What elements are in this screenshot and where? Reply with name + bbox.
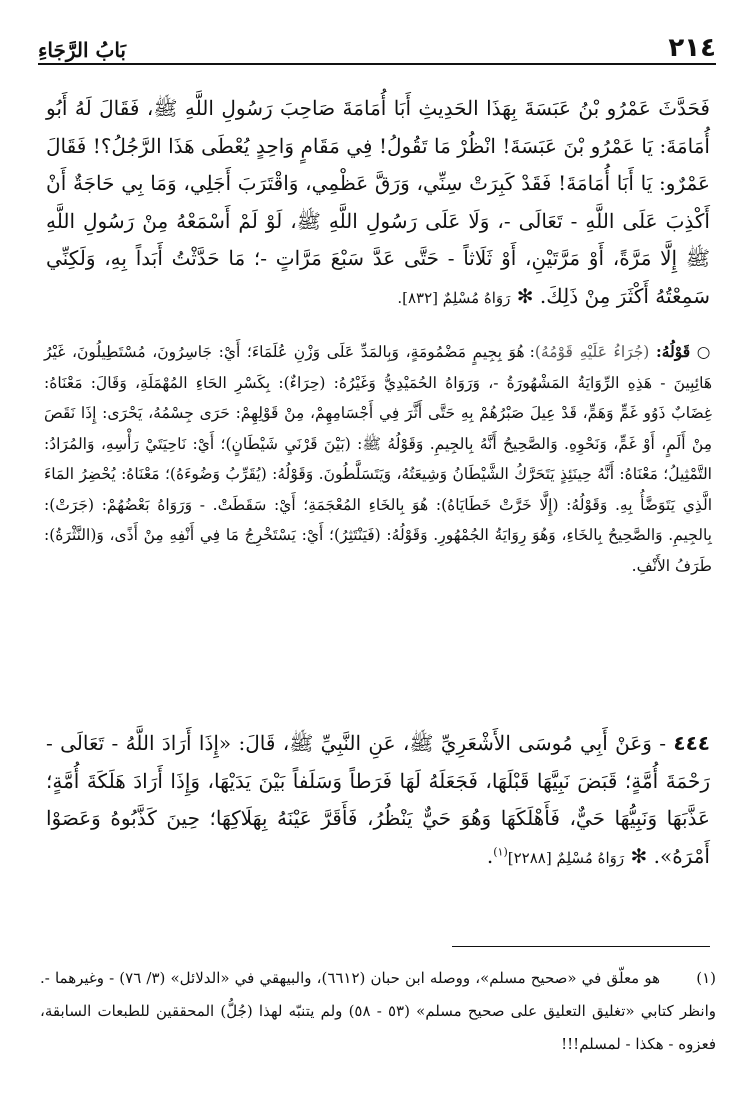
source-marker-icon: ✻	[630, 843, 648, 868]
paragraph-text: فَحَدَّثَ عَمْرُو بْنُ عَبَسَةَ بِهَذَا الحَدِيثِ أَبَا أُمَامَةَ صَاحِبَ رَسُولِ اللَّهِ ﷺ، فَقَالَ لَهُ أَبُو أُمَامَةَ: يَا عَمْرُو بْنَ عَبَسَةَ! انْظُرْ مَا تَقُولُ! فِي مَقَامٍ وَاحِدٍ يُعْطَى هَذَا الرَّجُلُ؟! فَقَالَ عَمْرٌو: يَا أَبَا أُمَامَةَ! فَقَدْ كَبِرَتْ سِنِّي، وَرَقَّ عَظْمِي، وَاقْتَرَبَ أَجَلِي، وَمَا بِي حَاجَةٌ أَنْ أَكْذِبَ عَلَى اللَّهِ - تَعَالَى -، وَلَا عَلَى رَسُولِ اللَّهِ ﷺ، لَوْ لَمْ أَسْمَعْهُ مِنْ رَسُولِ اللَّهِ ﷺ إِلَّا مَرَّةً، أَوْ مَرَّتَيْنِ، أَوْ ثَلَاثاً - حَتَّى عَدَّ سَبْعَ مَرَّاتٍ -؛ مَا حَدَّثْتُ أَبَداً بِهِ، وَلَكِنِّي سَمِعْتُهُ أَكْثَرَ مِنْ ذَلِكَ.	[46, 96, 710, 308]
bullet-icon: ○	[696, 343, 712, 361]
commentary-label: قَوْلُهُ:	[655, 342, 691, 361]
page-header	[38, 26, 716, 62]
footnote-item	[40, 962, 716, 1061]
footnote-reference: (١)	[493, 844, 508, 858]
hadith-continuation-paragraph	[46, 90, 710, 317]
running-title: بَابُ الرَّجَاءِ	[38, 38, 126, 62]
footnotes	[40, 962, 716, 1061]
hadith-source: رَوَاهُ مُسْلِمٌ [٢٢٨٨]	[507, 848, 625, 867]
end-mark: .	[486, 843, 494, 868]
commentary-quote: (جُرَاءُ عَلَيْهِ قَوْمُهُ)	[534, 343, 650, 361]
hadith-444-paragraph	[46, 725, 710, 877]
page-number: ٢١٤	[668, 33, 716, 63]
hadith-number: ٤٤٤	[673, 731, 710, 755]
hadith-source: رَوَاهُ مُسْلِمٌ [٨٣٢].	[397, 288, 511, 307]
footnote-number: (١)	[696, 969, 716, 987]
hadith-text: - وَعَنْ أَبِي مُوسَى الأَشْعَرِيِّ ﷺ، عَنِ النَّبِيِّ ﷺ، قَالَ: «إِذَا أَرَادَ اللَّهُ - تَعَالَى - رَحْمَةَ أُمَّةٍ؛ قَبَضَ نَبِيَّهَا قَبْلَهَا، فَجَعَلَهُ لَهَا فَرَطاً وَسَلَفاً بَيْنَ يَدَيْهَا، وَإِذَا أَرَادَ هَلَكَةَ أُمَّةٍ؛ عَذَّبَهَا وَنَبِيُّهَا حَيٌّ، فَأَهْلَكَهَا وَهُوَ حَيٌّ يَنْظُرُ، فَأَقَرَّ عَيْنَهُ بِهَلَاكِهَا؛ حِينَ كَذَّبُوهُ وَعَصَوْا أَمْرَهُ».	[46, 731, 710, 868]
source-marker-icon: ✻	[516, 283, 534, 308]
footnote-text: هو معلّق في «صحيح مسلم»، ووصله ابن حبان (٦٦١٢)، والبيهقي في «الدلائل» (٣/ ٧٦) - وغيرهما -. وانظر كتابي «تغليق التعليق على صحيح مسلم» (٥٣ - ٥٨) ولم يتنبّه لهذا (جُلُّ) المحققين للطبعات السابقة، فعزوه - هكذا - لمسلم!!!	[40, 969, 716, 1053]
footnote-divider	[452, 946, 710, 947]
commentary-text: : هُوَ بِجِيمٍ مَضْمُومَةٍ، وَبِالمَدِّ عَلَى وَزْنِ عُلَمَاءَ؛ أَيْ: جَاسِرُونَ، مُسْتَطِيلُونَ، غَيْرُ هَائِبِينَ - هَذِهِ الرِّوَايَةُ المَشْهُورَةُ -، وَرَوَاهُ الحُمَيْدِيُّ وَغَيْرُهُ: (حِرَاءٌ): بِكَسْرِ الحَاءِ المُهْمَلَةِ، وَقَالَ: مَعْنَاهُ: غِضَابٌ ذَوُو غَمٍّ وَهَمٍّ، قَدْ عِيلَ صَبْرُهُمْ بِهِ حَتَّى أَثَّرَ فِي أَجْسَامِهِمْ، مِنْ قَوْلِهِمْ: حَرَى جِسْمُهُ، يَحْرَى: إِذَا نَقَصَ مِنْ أَلَمٍ، أَوْ غَمٍّ، وَنَحْوِهِ. وَالصَّحِيحُ أَنَّهُ بِالجِيمِ. وَقَوْلُهُ ﷺ: (بَيْنَ قَرْنَيِ شَيْطَانٍ)؛ أَيْ: نَاحِيَتَيْ رَأْسِهِ، وَالمُرَادُ: التَّمْثِيلُ؛ مَعْنَاهُ: أَنَّهُ حِينَئِذٍ يَتَحَرَّكُ الشَّيْطَانُ وَشِيعَتُهُ، وَيَتَسَلَّطُونَ. وَقَوْلُهُ: (يُقَرِّبُ وَضُوءَهُ)؛ مَعْنَاهُ: يُحْضِرُ المَاءَ الَّذِي يَتَوَضَّأُ بِهِ. وَقَوْلُهُ: (إِلَّا خَرَّتْ خَطَايَاهُ): هُوَ بِالخَاءِ المُعْجَمَةِ؛ أَيْ: سَقَطَتْ. - وَرَوَاهُ بَعْضُهُمْ: (جَرَتْ): بِالجِيمِ. وَالصَّحِيحُ بِالخَاءِ، وَهُوَ رِوَايَةُ الجُمْهُورِ. وَقَوْلُهُ: (فَيَنْتَثِرُ)؛ أَيْ: يَسْتَخْرِجُ مَا فِي أَنْفِهِ مِنْ أَذًى، وَ(النَّثْرَةُ): طَرَفُ الأَنْفِ.	[44, 343, 712, 575]
header-divider	[38, 63, 716, 65]
commentary-block	[44, 337, 712, 581]
